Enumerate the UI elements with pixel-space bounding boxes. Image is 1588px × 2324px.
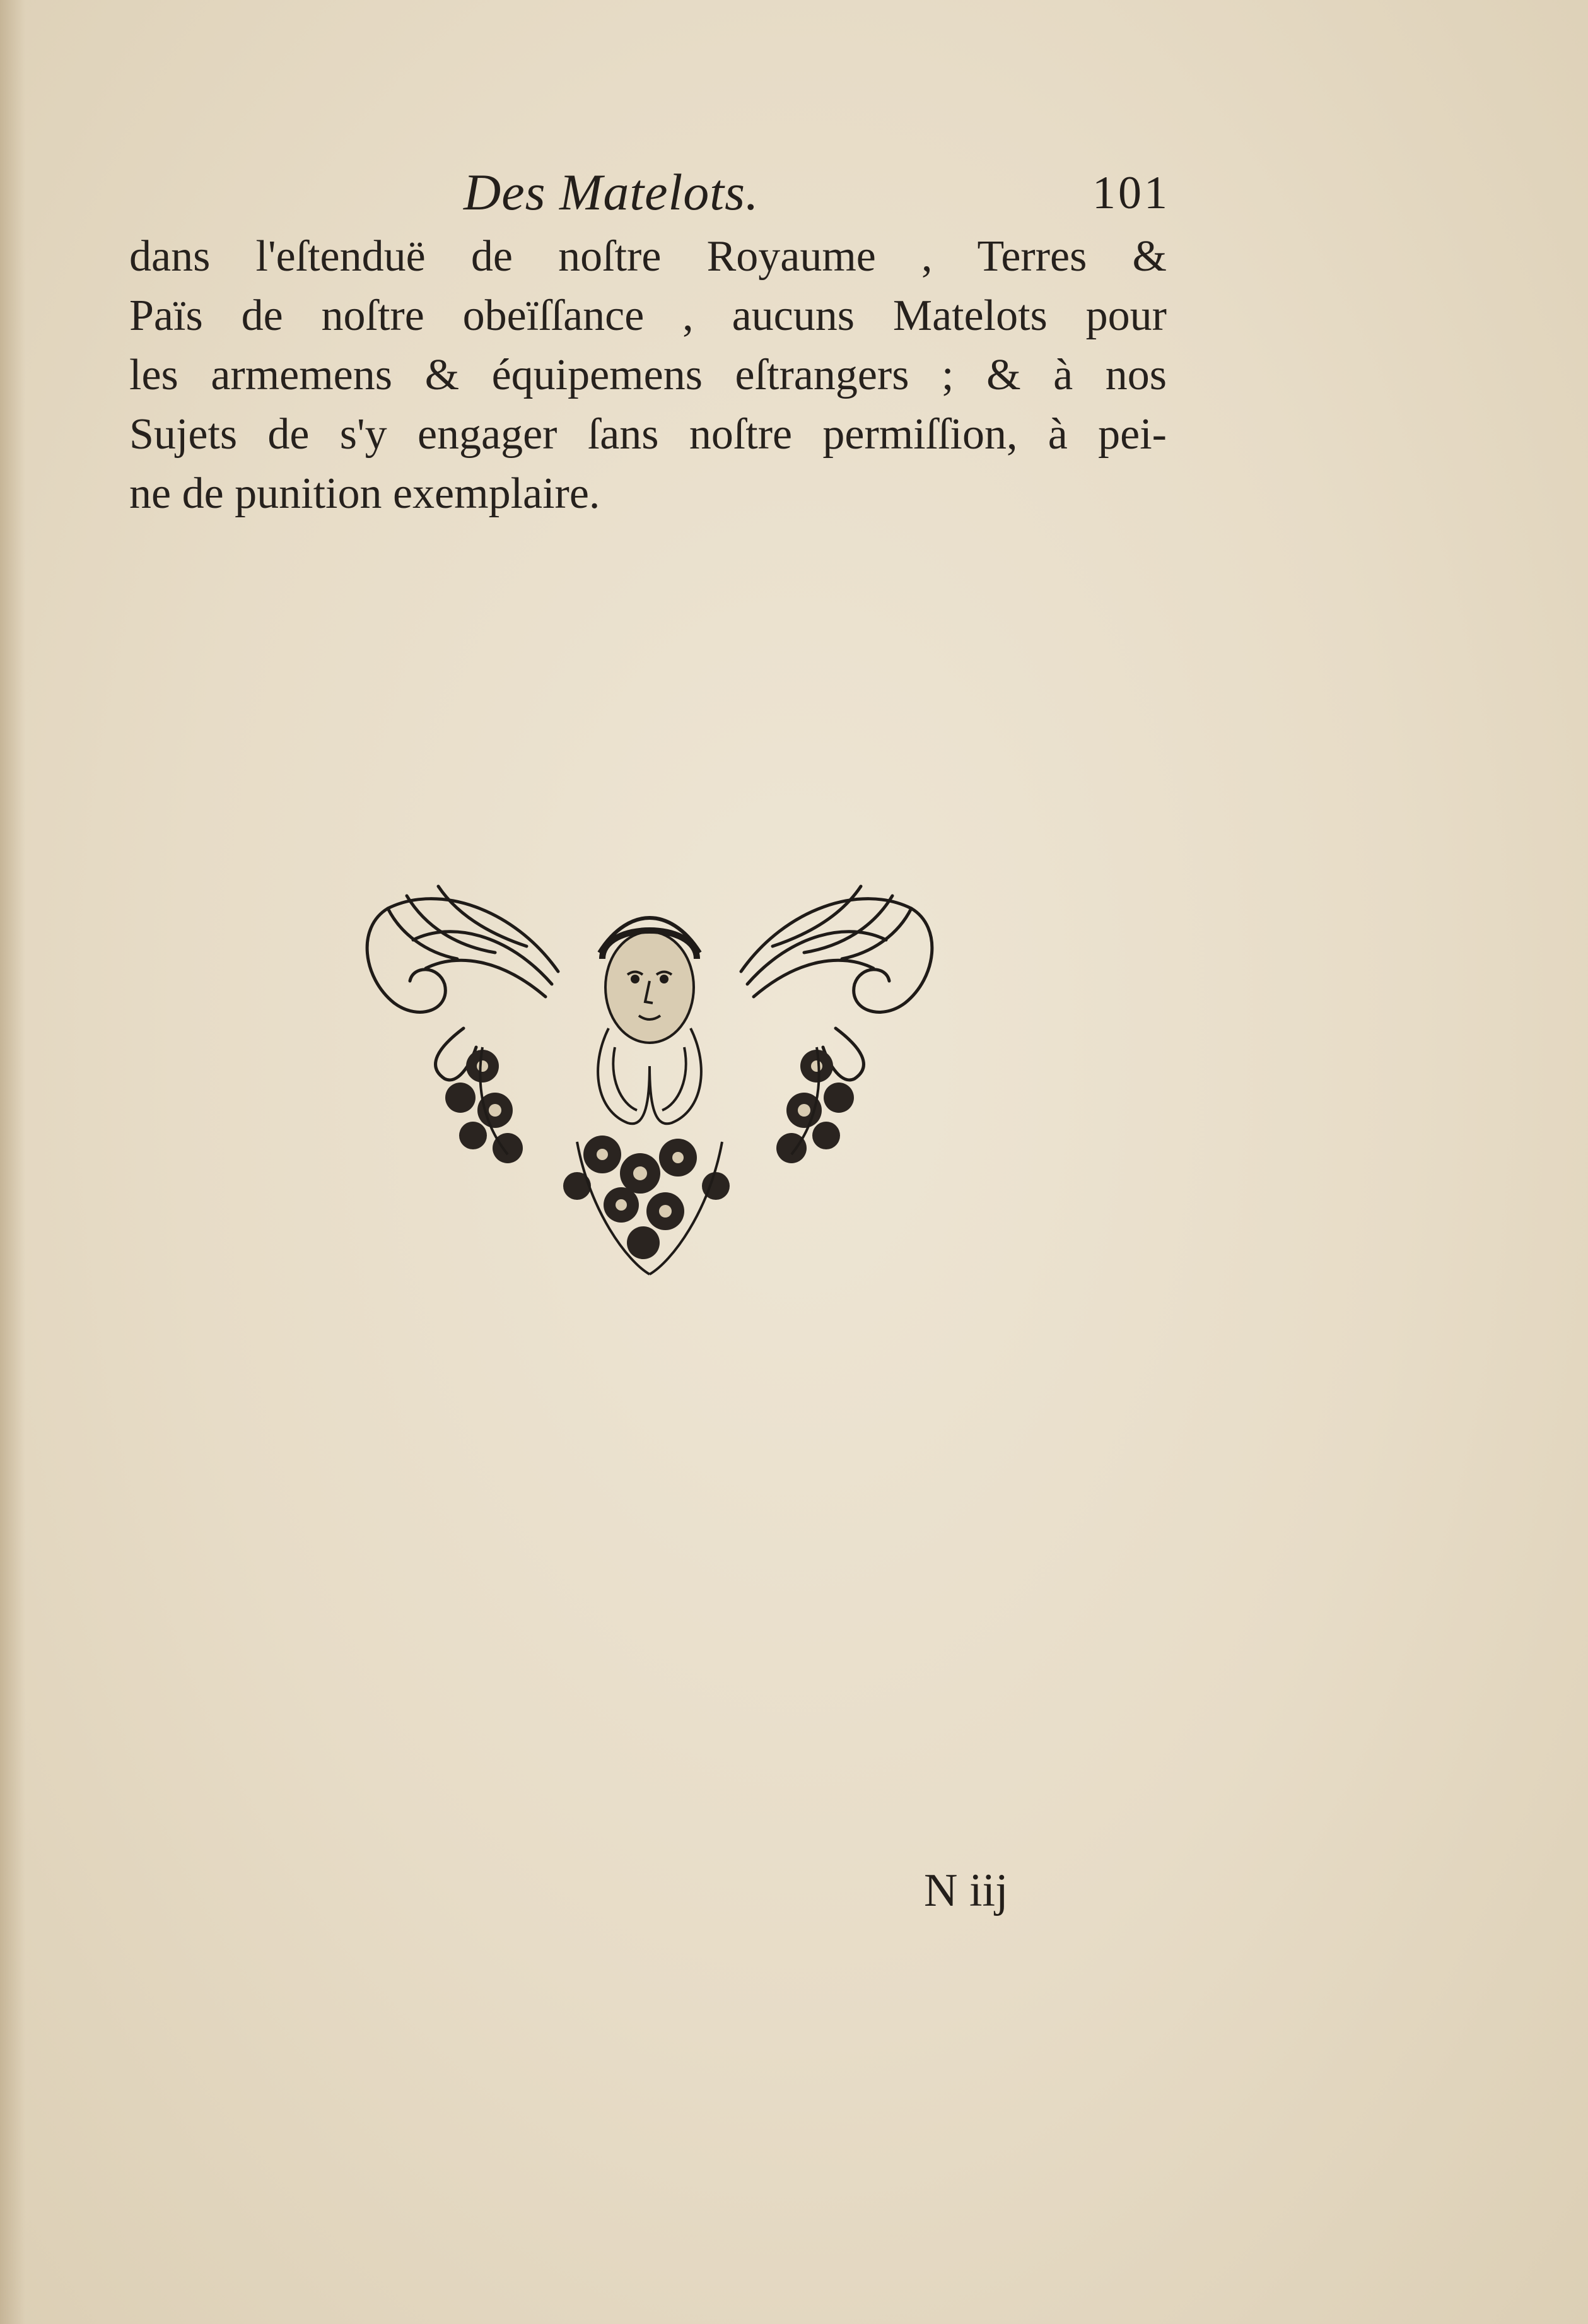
page-number: 101: [1092, 167, 1170, 219]
text-line: ne de punition exemplaire.: [129, 469, 600, 518]
cherub-ornament-icon: [350, 858, 949, 1287]
text-line: Sujets de s'y engager ſans noſtre permiſſion, à pei-: [129, 410, 1167, 459]
page-header: [464, 163, 1170, 226]
signature-mark: N iij: [924, 1865, 1008, 1916]
text-line: Païs de noſtre obeïſſance , aucuns Matelots pour: [129, 291, 1167, 340]
running-title: Des Matelots.: [464, 163, 759, 221]
binding-gutter: [0, 0, 25, 2324]
text-line: les armemens & équipemens eſtrangers ; & à nos: [129, 351, 1167, 399]
text-line: dans l'eſtenduë de noſtre Royaume , Terres &: [129, 232, 1167, 281]
body-text: [129, 227, 1167, 524]
